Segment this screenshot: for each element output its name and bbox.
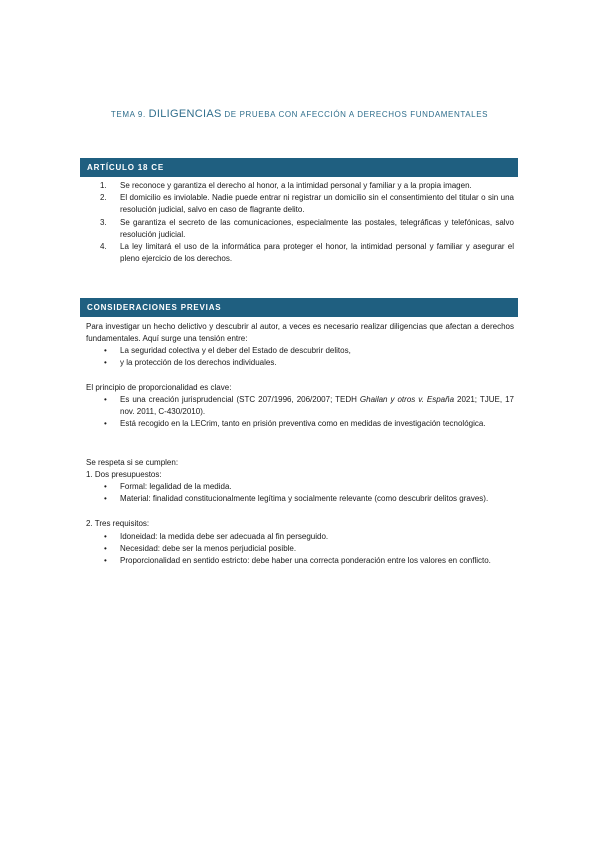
- list-item: [104, 357, 514, 369]
- list-item: [104, 345, 514, 357]
- item-number: 1.: [100, 181, 107, 190]
- item-text-post: 2021; TJUE, 17 nov. 2011, C-430/2010).: [120, 395, 514, 417]
- section-heading-bar: [80, 298, 518, 317]
- item-number: 4.: [100, 242, 107, 252]
- article-18-list: [100, 180, 514, 265]
- item-number: 3.: [100, 217, 107, 227]
- presupuestos-heading: 1. Dos presupuestos:: [86, 470, 162, 479]
- item-text: La seguridad colectiva y el deber del Estado de descubrir delitos,: [120, 346, 351, 355]
- item-text: Idoneidad: la medida debe ser adecuada al fin perseguido.: [120, 532, 329, 541]
- list-item: [104, 555, 514, 567]
- list-item: [104, 531, 514, 543]
- bullet-icon: •: [104, 395, 107, 404]
- list-item: [100, 180, 514, 192]
- item-text-pre: Es una creación jurisprudencial (STC 207/1996, 206/2007; TEDH: [120, 395, 360, 404]
- principle-list: [104, 394, 514, 431]
- list-item: [104, 543, 514, 555]
- section-heading-consideraciones: CONSIDERACIONES PREVIAS: [87, 303, 222, 312]
- section-heading-bar: [80, 158, 518, 177]
- item-text: Formal: legalidad de la medida.: [120, 482, 232, 491]
- principle-heading: El principio de proporcionalidad es clave:: [86, 383, 232, 392]
- bullet-icon: •: [104, 532, 107, 541]
- requisitos-list: [104, 531, 514, 568]
- title-rest: DE PRUEBA CON AFECCIÓN A DERECHOS FUNDAMENTALES: [221, 110, 489, 119]
- list-item: [100, 217, 514, 241]
- tension-list: [104, 345, 514, 369]
- bullet-icon: •: [104, 419, 107, 429]
- item-text: Está recogido en la LECrim, tanto en prisión preventiva como en medidas de investigación tecnológica.: [120, 419, 486, 429]
- item-number: 2.: [100, 193, 107, 203]
- list-item: [100, 192, 514, 216]
- item-text: Material: finalidad constitucionalmente legítima y socialmente relevante (como descubrir delitos graves).: [120, 494, 489, 504]
- item-text: Necesidad: debe ser la menos perjudicial posible.: [120, 544, 297, 554]
- bullet-icon: •: [104, 544, 107, 554]
- requisitos-heading: 2. Tres requisitos:: [86, 519, 150, 528]
- list-item: [104, 481, 514, 493]
- bullet-icon: •: [104, 556, 107, 566]
- item-text: Proporcionalidad en sentido estricto: debe haber una correcta ponderación entre los valores en conflicto.: [120, 556, 491, 566]
- item-text: El domicilio es inviolable. Nadie puede entrar ni registrar un domicilio sin el consentimiento del titular o sin una resolución judicial, salvo en caso de flagrante delito.: [120, 193, 514, 215]
- item-text: Se reconoce y garantiza el derecho al honor, a la intimidad personal y familiar y a la propia imagen.: [120, 181, 472, 190]
- item-text: y la protección de los derechos individuales.: [120, 358, 277, 368]
- conditions-heading: Se respeta si se cumplen:: [86, 458, 179, 467]
- list-item: [100, 241, 514, 265]
- list-item: [104, 394, 514, 418]
- document-title: [0, 108, 599, 120]
- intro-paragraph: Para investigar un hecho delictivo y descubrir al autor, a veces es necesario realizar diligencias que afectan a derechos fundamentales. Aquí surge una tensión entre:: [86, 322, 514, 344]
- item-text-italic: Ghailan y otros v. España: [359, 395, 455, 404]
- section-heading-articulo-18: ARTÍCULO 18 CE: [87, 163, 164, 172]
- title-main: DILIGENCIAS: [148, 108, 222, 120]
- bullet-icon: •: [104, 346, 107, 355]
- presupuestos-list: [104, 481, 514, 505]
- bullet-icon: •: [104, 482, 107, 491]
- bullet-icon: •: [104, 494, 107, 504]
- title-prefix: TEMA 9.: [110, 110, 149, 119]
- item-text: La ley limitará el uso de la informática para proteger el honor, la intimidad personal y familiar y asegurar el pleno ejercicio de los derechos.: [120, 242, 514, 264]
- bullet-icon: •: [104, 358, 107, 368]
- list-item: [104, 418, 514, 430]
- list-item: [104, 493, 514, 505]
- item-text: Se garantiza el secreto de las comunicaciones, especialmente las postales, telegráficas y telefónicas, salvo resolución judicial.: [120, 217, 514, 239]
